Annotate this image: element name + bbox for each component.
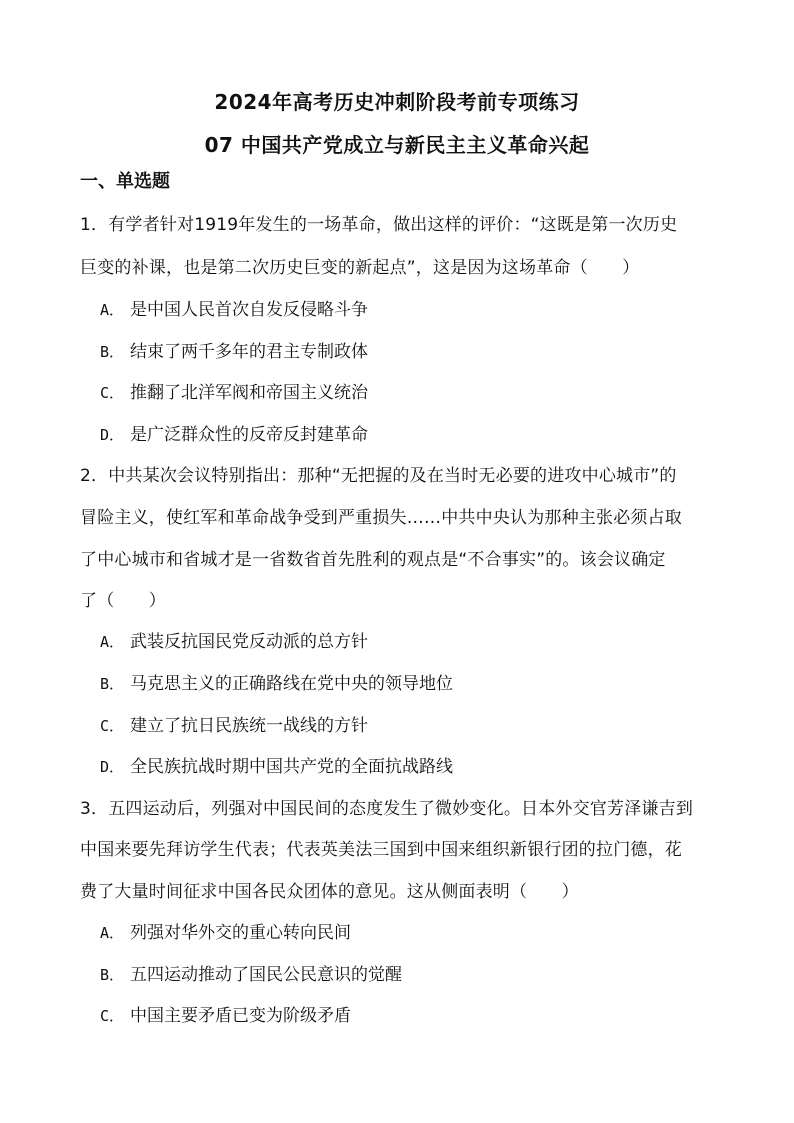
question-3-option-c <box>100 1001 351 1026</box>
question-2-option-c <box>100 711 368 736</box>
option-text: 推翻了北洋军阀和帝国主义统治 <box>130 383 368 403</box>
document-subtitle: 07 中国共产党成立与新民主主义革命兴起 <box>204 133 590 157</box>
option-letter: A． <box>100 301 125 319</box>
option-text: 武装反抗国民党反动派的总方针 <box>130 632 368 652</box>
question-3-option-b <box>100 960 402 985</box>
question-1-line-1: 1．有学者针对1919年发生的一场革命，做出这样的评价：“这既是第一次历史 <box>80 215 678 235</box>
option-letter: B． <box>100 966 125 984</box>
option-text: 是中国人民首次自发反侵略斗争 <box>130 300 368 320</box>
question-1-option-a <box>100 295 368 320</box>
question-1-line-2: 巨变的补课，也是第二次历史巨变的新起点”，这是因为这场革命（ ） <box>80 258 640 278</box>
option-text: 五四运动推动了国民公民意识的觉醒 <box>130 965 402 985</box>
option-letter: D． <box>100 426 125 444</box>
question-2-option-b <box>100 669 453 694</box>
option-letter: A． <box>100 633 125 651</box>
option-letter: C． <box>100 384 125 402</box>
document-title: 2024年高考历史冲刺阶段考前专项练习 <box>214 90 580 114</box>
option-text: 全民族抗战时期中国共产党的全面抗战路线 <box>130 757 453 777</box>
section-heading: 一、单选题 <box>80 171 170 192</box>
question-3-line-3: 费了大量时间征求中国各民众团体的意见。这从侧面表明（ ） <box>80 882 579 902</box>
option-text: 列强对华外交的重心转向民间 <box>130 923 351 943</box>
option-text: 结束了两千多年的君主专制政体 <box>130 342 368 362</box>
question-1-option-b <box>100 337 368 362</box>
option-letter: B． <box>100 675 125 693</box>
option-letter: A． <box>100 924 125 942</box>
option-text: 马克思主义的正确路线在党中央的领导地位 <box>130 674 453 694</box>
question-2-option-a <box>100 627 368 652</box>
question-2-option-d <box>100 752 453 777</box>
question-1-option-d <box>100 420 368 445</box>
option-letter: C． <box>100 1007 125 1025</box>
question-2-line-2: 冒险主义，使红军和革命战争受到严重损失……中共中央认为那种主张必须占取 <box>80 508 682 528</box>
question-2-line-3: 了中心城市和省城才是一省数省首先胜利的观点是“不合事实”的。该会议确定 <box>80 550 666 570</box>
question-3-option-a <box>100 918 351 943</box>
option-letter: C． <box>100 717 125 735</box>
option-letter: B． <box>100 343 125 361</box>
question-2-line-4: 了（ ） <box>80 591 166 611</box>
question-3-line-1: 3．五四运动后，列强对中国民间的态度发生了微妙变化。日本外交官芳泽谦吉到 <box>80 799 694 819</box>
option-text: 是广泛群众性的反帝反封建革命 <box>130 425 368 445</box>
question-2-line-1: 2．中共某次会议特别指出：那种“无把握的及在当时无必要的进攻中心城市”的 <box>80 466 677 486</box>
question-3-line-2: 中国来要先拜访学生代表；代表英美法三国到中国来组织新银行团的拉门德，花 <box>80 840 682 860</box>
question-1-option-c <box>100 378 368 403</box>
option-letter: D． <box>100 758 125 776</box>
option-text: 中国主要矛盾已变为阶级矛盾 <box>130 1006 351 1026</box>
option-text: 建立了抗日民族统一战线的方针 <box>130 716 368 736</box>
